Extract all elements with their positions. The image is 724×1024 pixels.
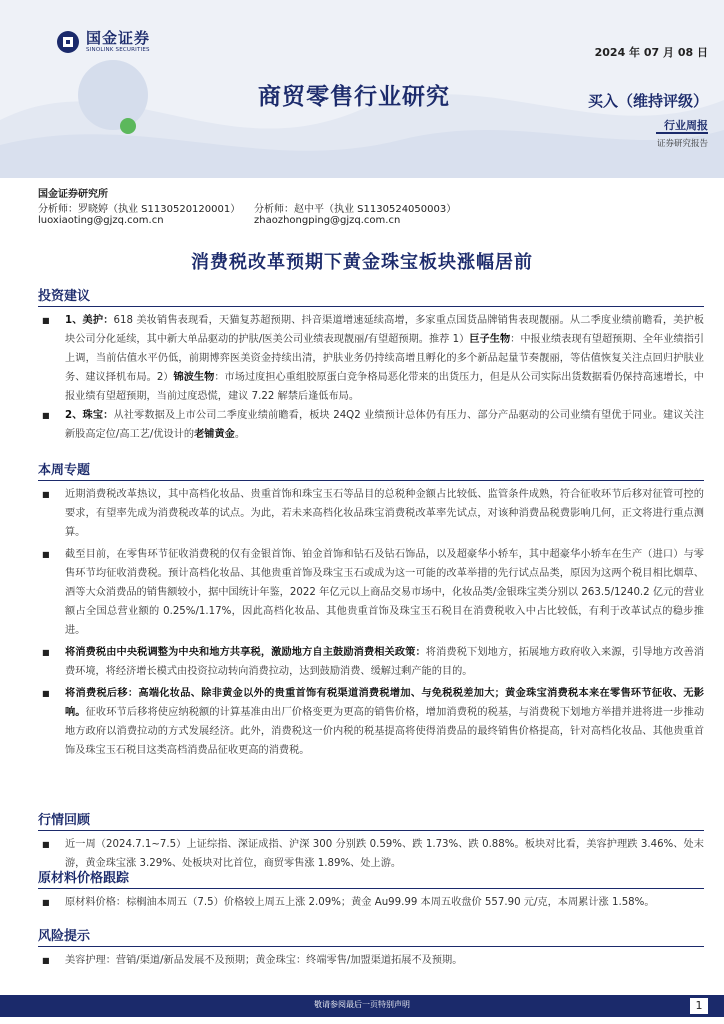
section-raw-materials xyxy=(38,870,704,912)
analyst-1-email[interactable]: luoxiaoting@gjzq.com.cn xyxy=(38,215,164,226)
item-text: 原材料价格：棕榈油本周五（7.5）价格较上周五上涨 2.09%；黄金 Au99.99 本周五收盘价 557.90 元/克，本周累计涨 1.58%。 xyxy=(65,897,655,908)
section-heading: 原材料价格跟踪 xyxy=(38,871,130,886)
section-heading: 投资建议 xyxy=(38,289,91,304)
square-bullet-icon: ■ xyxy=(42,956,50,965)
item-highlight: 锦波生物 xyxy=(173,372,215,383)
section-weekly-topic xyxy=(38,462,704,760)
list-item xyxy=(38,893,704,912)
report-header xyxy=(0,0,724,178)
list-item xyxy=(38,311,704,406)
section-risk xyxy=(38,928,704,970)
square-bullet-icon: ■ xyxy=(42,840,50,849)
rating-label: 买入（维持评级） xyxy=(587,92,708,110)
section-rule xyxy=(38,888,704,889)
item-text: 近一周（2024.7.1~7.5）上证综指、深证成指、沪深 300 分别跌 0.59%、跌 1.73%、跌 0.88%。板块对比看，美容护理跌 3.46%、处末游，黄金珠宝涨 3.29%、处板块对比首位，商贸零售涨 1.89%、处上游。 xyxy=(65,839,704,869)
square-bullet-icon: ■ xyxy=(42,898,50,907)
analyst-2-email[interactable]: zhaozhongping@gjzq.com.cn xyxy=(254,215,401,226)
section-heading: 本周专题 xyxy=(38,463,91,478)
section-rule xyxy=(38,830,704,831)
item-lead: 将消费税由中央税调整为中央和地方共享税，激励地方自主鼓励消费相关政策： xyxy=(65,647,426,658)
item-text: ：市场过度担心重组胶原蛋白竞争格局恶化带来的出货压力，但是从公司实际出货数据看仍保持高速增长，中报业绩有望超预期，当前过度恐慌，建议 7.22 解禁后逢低布局。 xyxy=(65,372,704,402)
item-text: 近期消费税改革热议，其中高档化妆品、贵重首饰和珠宝玉石等品目的总税种金额占比较低、监管条件成熟，符合征收环节后移对征管可控的要求，有望率先成为消费税改革的试点。为此，若未来高档化妆品珠宝消费税改革率先试点，对该种消费品税费影响几何，正文将进行重点测算。 xyxy=(65,489,704,538)
report-date: 2024 年 07 月 08 日 xyxy=(594,46,708,59)
item-text: 将消费税下划地方，拓展地方政府收入来源，引导地方改善消费环境，将经济增长模式由投资拉动转向消费拉动，达到鼓励消费、缓解过剩产能的目的。 xyxy=(65,647,705,677)
section-rule xyxy=(38,946,704,947)
square-bullet-icon: ■ xyxy=(42,550,50,559)
square-bullet-icon: ■ xyxy=(42,411,50,420)
main-title: 消费税改革预期下黄金珠宝板块涨幅居前 xyxy=(191,252,533,273)
decor-circle-large xyxy=(78,60,148,130)
item-text: 。 xyxy=(234,429,246,440)
section-rule xyxy=(38,306,704,307)
list-item xyxy=(38,545,704,640)
logo-name-cn: 国金证券 xyxy=(86,28,151,47)
analyst-1: 分析师：罗晓婷（执业 S1130520120001） xyxy=(38,204,241,215)
research-label: 证券研究报告 xyxy=(656,139,708,149)
list-item xyxy=(38,643,704,681)
list-item xyxy=(38,406,704,444)
list-item xyxy=(38,951,704,970)
item-highlight: 老铺黄金 xyxy=(194,429,235,440)
report-type-underline xyxy=(656,132,708,134)
section-heading: 风险提示 xyxy=(38,929,91,944)
item-text: 从社零数据及上市公司二季度业绩前瞻看，板块 24Q2 业绩预计总体仍有压力、部分产品驱动的公司业绩有望优于同业。建议关注新股高定位/高工艺/优设计的 xyxy=(65,410,704,440)
item-highlight: 巨子生物 xyxy=(469,334,511,345)
item-text: 美容护理：营销/渠道/新品发展不及预期；黄金珠宝：终端零售/加盟渠道拓展不及预期。 xyxy=(65,955,463,966)
section-rule xyxy=(38,480,704,481)
square-bullet-icon: ■ xyxy=(42,490,50,499)
square-bullet-icon: ■ xyxy=(42,648,50,657)
item-text: 618 美妆销售表现看，天猫复苏超预期、抖音渠道增速延续高增，多家重点国货品牌销售表现靓丽。从二季度业绩前瞻看，美护板块公司分化延续，其中新大单品驱动的护肤/医美公司业绩表现靓丽/有望超预期。推荐 1） xyxy=(65,315,704,345)
company-logo xyxy=(56,30,150,54)
sinolink-logo-icon xyxy=(56,30,80,54)
item-text: 征收环节后移将使应纳税额的计算基准由出厂价格变更为更高的销售价格，增加消费税的税基，与消费税下划地方举措并进将进一步推动地方政府以消费拉动的方式发展经济。此外，消费税这一价内税的税基提高将使得消费品的最终销售价格提高，针对高档化妆品、其他贵重首饰及珠宝玉石税目这类高档消费品征收更高的消费税。 xyxy=(65,707,705,756)
square-bullet-icon: ■ xyxy=(42,316,50,325)
square-bullet-icon: ■ xyxy=(42,689,50,698)
list-item xyxy=(38,485,704,542)
item-text: ：中报业绩表现有望超预期、全年业绩指引上调，当前估值水平仍低，前期博弈医美资金持续出清，护肤业务仍持续高增且孵化的多个新品起量节奏靓丽，等估值恢复关注点回归护肤业务、建议择机布局。2） xyxy=(65,334,704,383)
list-item xyxy=(38,835,704,873)
section-investment xyxy=(38,288,704,444)
logo-name-en: SINOLINK SECURITIES xyxy=(86,46,150,53)
item-lead: 2、珠宝： xyxy=(65,410,114,421)
decor-circle-small xyxy=(120,118,136,134)
item-lead: 1、美护： xyxy=(65,315,114,326)
page-number: 1 xyxy=(690,998,708,1014)
report-title: 商贸零售行业研究 xyxy=(258,84,450,110)
report-type: 行业周报 xyxy=(664,119,708,132)
item-text: 截至目前，在零售环节征收消费税的仅有金银首饰、铂金首饰和钻石及钻石饰品，以及超豪华小轿车，其中超豪华小轿车在生产（进口）与零售环节均征收消费税。预计高档化妆品、其他贵重首饰及珠宝玉石或成为这一可能的改革举措的先行试点品类，原因为这两个税目相比烟草、酒等大众消费品的销售额较小，据中国统计年鉴，2022 年亿元以上商品交易市场中，化妆品类/金银珠宝类分别以 263.5/1240.2 亿元的营业额占全国总营业额的 0.25%/1.17%，因此高档化妆品、其他贵重首饰及珠宝玉石税目在消费税收入中占比较低，有利于改革试点的稳步推进。 xyxy=(65,549,704,636)
list-item xyxy=(38,684,704,760)
footer-disclaimer: 敬请参阅最后一页特别声明 xyxy=(314,1000,410,1009)
section-market-review xyxy=(38,812,704,873)
item-lead: 将消费税后移：高端化妆品、除非黄金以外的贵重首饰有税渠道消费税增加、与免税税差加大；黄金珠宝消费税本来在零售环节征收、无影响。 xyxy=(65,688,704,718)
section-heading: 行情回顾 xyxy=(38,813,91,828)
analyst-2: 分析师：赵中平（执业 S1130524050003） xyxy=(254,204,457,215)
research-org: 国金证券研究所 xyxy=(38,189,108,200)
